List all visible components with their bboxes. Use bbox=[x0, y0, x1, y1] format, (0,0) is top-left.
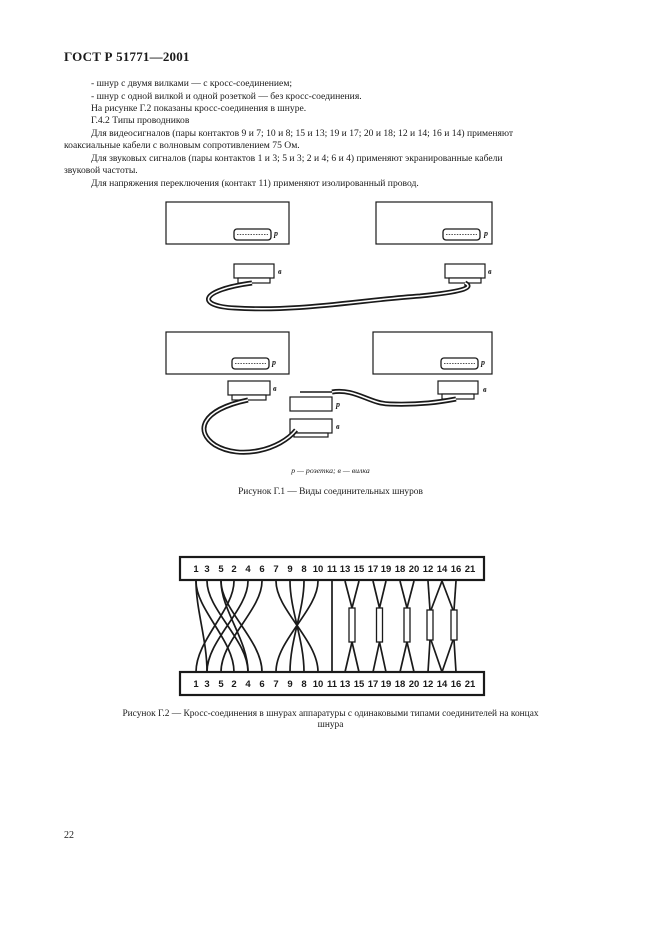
pin-label-top: 1 bbox=[193, 564, 199, 575]
plug-label: в bbox=[336, 422, 340, 431]
wire bbox=[352, 642, 359, 672]
pin-label-top: 14 bbox=[436, 564, 448, 575]
wire bbox=[400, 581, 407, 608]
socket-label: р bbox=[336, 400, 340, 409]
pin-label-top: 11 bbox=[326, 564, 338, 575]
wire bbox=[431, 581, 442, 610]
pin-label-top: 10 bbox=[312, 564, 324, 575]
document-header: ГОСТ Р 51771—2001 bbox=[64, 49, 190, 64]
pin-label-top: 8 bbox=[301, 564, 307, 575]
pin-label-bottom: 9 bbox=[287, 679, 293, 690]
pin-label-bottom: 21 bbox=[464, 679, 476, 690]
paragraph-line: На рисунке Г.2 показаны кросс-соединения в шнуре. bbox=[91, 103, 307, 114]
wire bbox=[431, 640, 442, 672]
pin-label-bottom: 8 bbox=[301, 679, 307, 690]
pin-label-top: 5 bbox=[218, 564, 224, 575]
pin-label-top: 2 bbox=[231, 564, 237, 575]
pin-label-bottom: 7 bbox=[273, 679, 279, 690]
wire bbox=[454, 581, 456, 610]
wire bbox=[373, 642, 380, 672]
wire bbox=[221, 581, 248, 672]
wire bbox=[454, 640, 456, 672]
socket-label: р bbox=[481, 358, 485, 367]
wire bbox=[352, 581, 359, 608]
pin-label-top: 20 bbox=[408, 564, 420, 575]
wire bbox=[442, 640, 453, 672]
pin-label-bottom: 2 bbox=[231, 679, 237, 690]
wire bbox=[380, 642, 387, 672]
pin-label-bottom: 11 bbox=[326, 679, 338, 690]
pin-label-top: 7 bbox=[273, 564, 279, 575]
wire bbox=[345, 581, 352, 608]
socket-label: р bbox=[272, 358, 276, 367]
pin-label-top: 17 bbox=[367, 564, 379, 575]
pin-label-top: 16 bbox=[450, 564, 462, 575]
pin-label-bottom: 18 bbox=[394, 679, 406, 690]
section-heading: Г.4.2 Типы проводников bbox=[91, 115, 190, 126]
wire bbox=[345, 642, 352, 672]
paragraph-line: Для видеосигналов (пары контактов 9 и 7; 10 и 8; 15 и 13; 19 и 17; 20 и 18; 12 и 14; 16 и 14) применяют bbox=[91, 128, 514, 139]
paragraph-line: - шнур с одной вилкой и одной розеткой — без кросс-соединения. bbox=[91, 91, 362, 102]
pin-label-bottom: 19 bbox=[380, 679, 392, 690]
pin-label-top: 15 bbox=[353, 564, 365, 575]
wire bbox=[400, 642, 407, 672]
wire bbox=[428, 581, 430, 610]
wire bbox=[276, 581, 318, 672]
pin-label-top: 9 bbox=[287, 564, 293, 575]
pin-label-bottom: 12 bbox=[422, 679, 434, 690]
paragraph-line: Для звуковых сигналов (пары контактов 1 и 3; 5 и 3; 2 и 4; 6 и 4) применяют экранированные кабели bbox=[91, 153, 503, 164]
pin-label-bottom: 17 bbox=[367, 679, 379, 690]
pin-label-bottom: 20 bbox=[408, 679, 420, 690]
pin-label-bottom: 13 bbox=[339, 679, 351, 690]
paragraph-line: звуковой частоты. bbox=[64, 165, 138, 176]
pin-label-bottom: 15 bbox=[353, 679, 365, 690]
coax-cable bbox=[377, 608, 383, 642]
caption-line: шнура bbox=[317, 720, 344, 730]
paragraph-line: коаксиальные кабели с волновым сопротивлением 75 Ом. bbox=[64, 140, 300, 151]
pin-label-bottom: 5 bbox=[218, 679, 224, 690]
wire bbox=[380, 581, 387, 608]
pin-label-top: 4 bbox=[245, 564, 251, 575]
pin-label-top: 13 bbox=[339, 564, 351, 575]
figure-caption bbox=[30, 709, 631, 731]
page-number: 22 bbox=[64, 830, 74, 841]
pin-label-bottom: 1 bbox=[193, 679, 199, 690]
pin-label-top: 21 bbox=[464, 564, 476, 575]
pin-label-top: 18 bbox=[394, 564, 406, 575]
socket-label: р bbox=[274, 229, 278, 238]
plug-label: в bbox=[488, 267, 492, 276]
pin-label-bottom: 16 bbox=[450, 679, 462, 690]
coax-cable bbox=[404, 608, 410, 642]
pin-label-bottom: 6 bbox=[259, 679, 265, 690]
pin-label-top: 19 bbox=[380, 564, 392, 575]
coax-cable bbox=[349, 608, 355, 642]
pin-label-top: 6 bbox=[259, 564, 265, 575]
pin-label-top: 3 bbox=[204, 564, 210, 575]
coax-cable bbox=[451, 610, 457, 640]
pin-label-bottom: 4 bbox=[245, 679, 251, 690]
plug-label: в bbox=[273, 384, 277, 393]
wire bbox=[407, 581, 414, 608]
wire bbox=[373, 581, 380, 608]
plug-label: в bbox=[278, 267, 282, 276]
pin-label-bottom: 14 bbox=[436, 679, 448, 690]
wire bbox=[407, 642, 414, 672]
paragraph-line: Для напряжения переключения (контакт 11) применяют изолированный провод. bbox=[91, 178, 419, 189]
socket-label: р bbox=[484, 229, 488, 238]
plug-label: в bbox=[483, 385, 487, 394]
pin-label-bottom: 10 bbox=[312, 679, 324, 690]
coax-cable bbox=[427, 610, 433, 640]
paragraph-line: - шнур с двумя вилками — с кросс-соединением; bbox=[91, 78, 293, 89]
caption-line: Рисунок Г.2 — Кросс-соединения в шнурах аппаратуры с одинаковыми типами соединителей на концах bbox=[122, 709, 539, 719]
figure-legend: р — розетка; в — вилка bbox=[291, 466, 370, 475]
wire bbox=[442, 581, 453, 610]
figure-caption: Рисунок Г.1 — Виды соединительных шнуров bbox=[238, 487, 423, 497]
wire bbox=[428, 640, 430, 672]
pin-label-bottom: 3 bbox=[204, 679, 210, 690]
pin-label-top: 12 bbox=[422, 564, 434, 575]
